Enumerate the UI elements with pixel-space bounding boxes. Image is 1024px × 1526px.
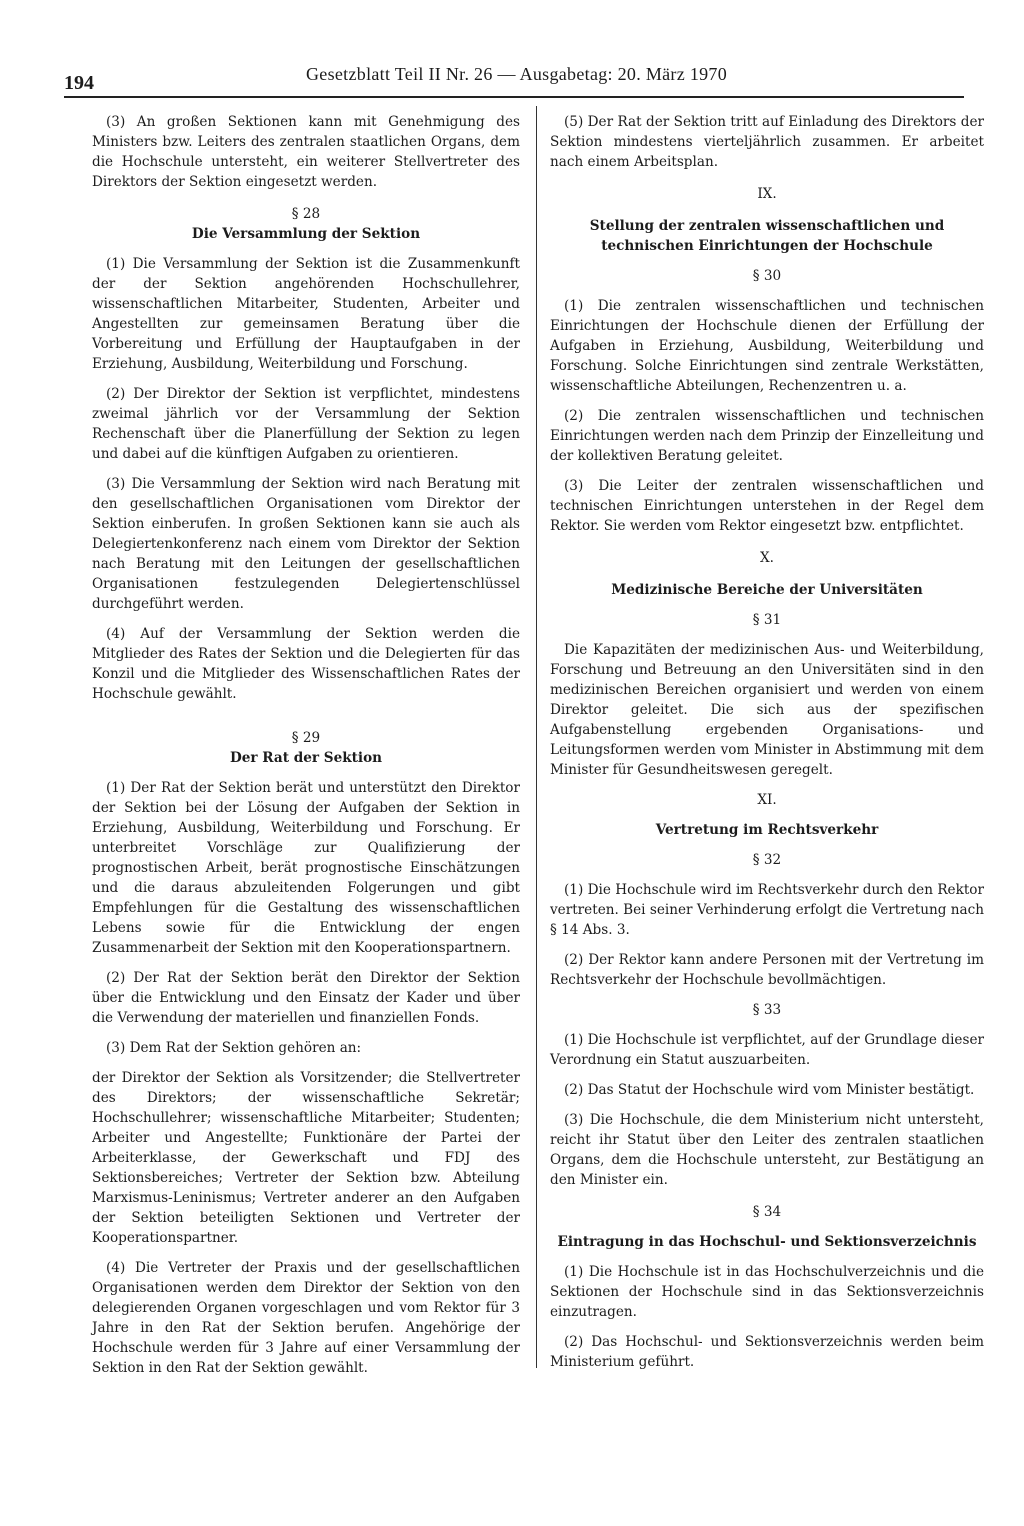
part-11-number: XI. <box>757 792 777 808</box>
paragraph-29-2: (2) Der Rat der Sektion berät den Direktor der Sektion über die Entwicklung und den Einsatz der Kader und über die Verwendung der materiellen und finanziellen Fonds. <box>92 970 520 1026</box>
section-29-title: Der Rat der Sektion <box>229 750 383 766</box>
section-34-title: Eintragung in das Hochschul- und Sektionsverzeichnis <box>557 1234 977 1250</box>
section-33-number: § 33 <box>752 1002 782 1018</box>
part-11-title: Vertretung im Rechtsverkehr <box>655 822 879 838</box>
section-30-number: § 30 <box>752 268 782 284</box>
left-column <box>92 112 520 1378</box>
paragraph-32-2: (2) Der Rektor kann andere Personen mit der Vertretung im Rechtsverkehr der Hochschule bevollmächtigen. <box>550 952 984 988</box>
paragraph-33-2: (2) Das Statut der Hochschule wird vom Minister bestätigt. <box>564 1082 975 1098</box>
page-header <box>64 56 964 98</box>
paragraph-30-2: (2) Die zentralen wissenschaftlichen und technischen Einrichtungen werden nach dem Prinzip der Einzelleitung und der kollektiven Beratung geleitet. <box>550 408 984 464</box>
paragraph-27-3: (3) An großen Sektionen kann mit Genehmigung des Ministers bzw. Leiters des zentralen staatlichen Organs, dem die Hochschule untersteht, ein weiterer Stellvertreter des Direktors der Sektion eingesetzt werden. <box>92 114 520 190</box>
right-column <box>550 112 984 1372</box>
paragraph-30-1: (1) Die zentralen wissenschaftlichen und technischen Einrichtungen der Hochschule dienen der Erfüllung der Aufgaben in Erziehung, Ausbildung, Weiterbildung und Forschung. Solche Einrichtungen sind zentrale Werkstätten, wissenschaftliche Abteilungen, Rechenzentren u. a. <box>550 298 984 394</box>
section-28-number: § 28 <box>291 206 321 222</box>
paragraph-28-4: (4) Auf der Versammlung der Sektion werden die Mitglieder des Rates der Sektion und die Delegierten für das Konzil und die Mitglieder des Wissenschaftlichen Rates der Hochschule gewählt. <box>92 626 520 702</box>
section-31-number: § 31 <box>752 612 782 628</box>
part-9-title: Stellung der zentralen wissenschaftlichen und technischen Einrichtungen der Hochschule <box>589 218 945 254</box>
column-divider <box>536 106 537 1368</box>
part-9-number: IX. <box>757 186 777 202</box>
section-32-number: § 32 <box>752 852 782 868</box>
paragraph-30-3: (3) Die Leiter der zentralen wissenschaftlichen und technischen Einrichtungen unterstehen in der Regel dem Rektor. Sie werden vom Rektor eingesetzt bzw. entpflichtet. <box>550 478 984 534</box>
paragraph-29-4: (4) Die Vertreter der Praxis und der gesellschaftlichen Organisationen werden dem Direktor der Sektion von den delegierenden Organen vorgeschlagen und vom Rektor für 3 Jahre in den Rat der Sektion berufen. Angehörige der Hochschule werden für 3 Jahre auf einer Versammlung der Sektion in den Rat der Sektion gewählt. <box>92 1260 520 1376</box>
running-title: Gesetzblatt Teil II Nr. 26 — Ausgabetag: 20. März 1970 <box>306 64 728 84</box>
part-10-title: Medizinische Bereiche der Universitäten <box>611 582 923 598</box>
paragraph-29-3-list: der Direktor der Sektion als Vorsitzender; die Stellvertreter des Direktors; der wissenschaftliche Sekretär; Hochschullehrer; wissenschaftliche Mitarbeiter; Studenten; Arbeiter und Angestellte; Funktionäre der Partei der Arbeiterklasse, der Gewerkschaft und FDJ des Sektionsbereiches; Vertreter der Sektion bzw. Abteilung Marxismus-Leninismus; Vertreter anderer an den Aufgaben der Sektion beteiligten Sektionen und Vertreter der Kooperationspartner. <box>92 1070 520 1246</box>
section-28-title: Die Versammlung der Sektion <box>191 226 421 242</box>
paragraph-29-3: (3) Dem Rat der Sektion gehören an: <box>106 1040 362 1056</box>
paragraph-32-1: (1) Die Hochschule wird im Rechtsverkehr durch den Rektor vertreten. Bei seiner Verhinderung erfolgt die Vertretung nach § 14 Abs. 3. <box>550 882 984 938</box>
paragraph-34-1: (1) Die Hochschule ist in das Hochschulverzeichnis und die Sektionen der Hochschule sind in das Sektionsverzeichnis einzutragen. <box>550 1264 984 1320</box>
page-number: 194 <box>64 72 94 94</box>
paragraph-28-3: (3) Die Versammlung der Sektion wird nach Beratung mit den gesellschaftlichen Organisationen vom Direktor der Sektion einberufen. In großen Sektionen kann sie auch als Delegiertenkonferenz nach einem vom Direktor der Sektion nach Beratung mit den Leitungen der gesellschaftlichen Organisationen festzulegenden Delegiertenschlüssel durchgeführt werden. <box>92 476 520 612</box>
paragraph-33-1: (1) Die Hochschule ist verpflichtet, auf der Grundlage dieser Verordnung ein Statut auszuarbeiten. <box>550 1032 984 1068</box>
paragraph-29-5: (5) Der Rat der Sektion tritt auf Einladung des Direktors der Sektion mindestens vierteljährlich zusammen. Er arbeitet nach einem Arbeitsplan. <box>550 114 984 170</box>
paragraph-31: Die Kapazitäten der medizinischen Aus- und Weiterbildung, Forschung und Betreuung an den Universitäten sind in den medizinischen Bereichen organisiert und werden von einem Direktor geleitet. Die sich aus der spezifischen Aufgabenstellung ergebenden Organisations- und Leitungsformen werden vom Minister in Abstimmung mit dem Minister für Gesundheitswesen geregelt. <box>550 642 984 778</box>
part-10-number: X. <box>760 550 774 566</box>
paragraph-33-3: (3) Die Hochschule, die dem Ministerium nicht untersteht, reicht ihr Statut über den Leiter des zentralen staatlichen Organs, dem die Hochschule untersteht, zur Bestätigung an den Minister ein. <box>550 1112 984 1188</box>
section-34-number: § 34 <box>752 1204 782 1220</box>
paragraph-28-2: (2) Der Direktor der Sektion ist verpflichtet, mindestens zweimal jährlich vor der Versammlung der Sektion Rechenschaft über die Planerfüllung der Sektion zu legen und dabei auf die künftigen Aufgaben zu orientieren. <box>92 386 520 462</box>
paragraph-29-1: (1) Der Rat der Sektion berät und unterstützt den Direktor der Sektion bei der Lösung der Aufgaben der Sektion in Erziehung, Ausbildung, Weiterbildung und Forschung. Er unterbreitet Vorschläge zur Qualifizierung der prognostischen Arbeit, berät prognostische Einschätzungen und die daraus abzuleitenden Folgerungen und gibt Empfehlungen für die Gestaltung des wissenschaftlichen Lebens sowie für die Entwicklung der engen Zusammenarbeit der Sektion mit den Kooperationspartnern. <box>92 780 520 956</box>
paragraph-28-1: (1) Die Versammlung der Sektion ist die Zusammenkunft der der Sektion angehörenden Hochschullehrer, wissenschaftlichen Mitarbeiter, Studenten, Arbeiter und Angestellten zur gemeinsamen Beratung über die Vorbereitung und Erfüllung der Hauptaufgaben in der Erziehung, Ausbildung, Weiterbildung und Forschung. <box>92 256 520 372</box>
paragraph-34-2: (2) Das Hochschul- und Sektionsverzeichnis werden beim Ministerium geführt. <box>550 1334 984 1370</box>
section-29-number: § 29 <box>291 730 321 746</box>
